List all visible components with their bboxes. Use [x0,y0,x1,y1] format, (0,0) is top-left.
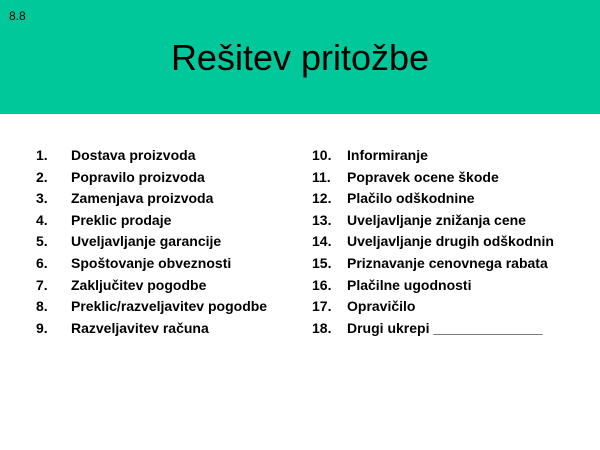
list-item [36,167,296,189]
item-number: 10. [312,147,332,163]
item-label: Popravilo proizvoda [71,168,205,185]
item-label: Drugi ukrepi ______________ [347,319,543,336]
item-number: 18. [312,319,332,336]
list-item [312,210,592,232]
list-item [312,145,592,167]
title-banner [0,0,600,114]
item-number: 14. [312,233,332,250]
item-label: Plačilo odškodnine [347,190,475,207]
slide-number: 8.8 [9,9,26,23]
item-label: Informiranje [347,147,428,163]
item-label: Uveljavljanje znižanja cene [347,211,526,228]
item-number: 3. [36,190,48,207]
item-label: Spoštovanje obveznosti [71,254,232,271]
list-item [36,231,296,253]
list-item [312,253,592,275]
item-number: 2. [36,168,48,185]
item-label: Zamenjava proizvoda [71,190,214,207]
item-number: 8. [36,298,48,315]
item-number: 6. [36,254,48,271]
item-label: Razveljavitev računa [71,319,209,336]
item-number: 13. [312,211,332,228]
item-label: Uveljavljanje garancije [71,233,222,250]
item-number: 12. [312,190,332,207]
item-label: Uveljavljanje drugih odškodnin [347,233,554,250]
list-item [36,296,296,318]
item-number: 1. [36,147,48,163]
list-item [36,210,296,232]
item-label: Priznavanje cenovnega rabata [347,254,548,271]
item-number: 11. [312,168,331,185]
list-item [36,275,296,297]
list-item [312,231,592,253]
list-item [36,145,296,167]
list-item [36,318,296,340]
list-item [312,167,592,189]
item-label: Zaključitev pogodbe [71,276,207,293]
list-item [312,296,592,318]
list-item [312,318,592,340]
item-number: 17. [312,298,332,315]
complaint-resolution-list-right [312,145,592,339]
item-label: Opravičilo [347,298,416,315]
item-label: Plačilne ugodnosti [347,276,472,293]
item-number: 9. [36,319,48,336]
item-label: Preklic prodaje [71,211,172,228]
complaint-resolution-list-left [36,145,296,339]
item-label: Popravek ocene škode [347,168,499,185]
list-item [312,275,592,297]
item-label: Dostava proizvoda [71,147,196,163]
slide-title: Rešitev pritožbe [170,37,430,78]
item-number: 7. [36,276,48,293]
item-number: 16. [312,276,332,293]
list-item [36,253,296,275]
item-label: Preklic/razveljavitev pogodbe [71,298,268,315]
item-number: 5. [36,233,48,250]
item-number: 15. [312,254,332,271]
list-item [312,188,592,210]
item-number: 4. [36,211,48,228]
list-item [36,188,296,210]
